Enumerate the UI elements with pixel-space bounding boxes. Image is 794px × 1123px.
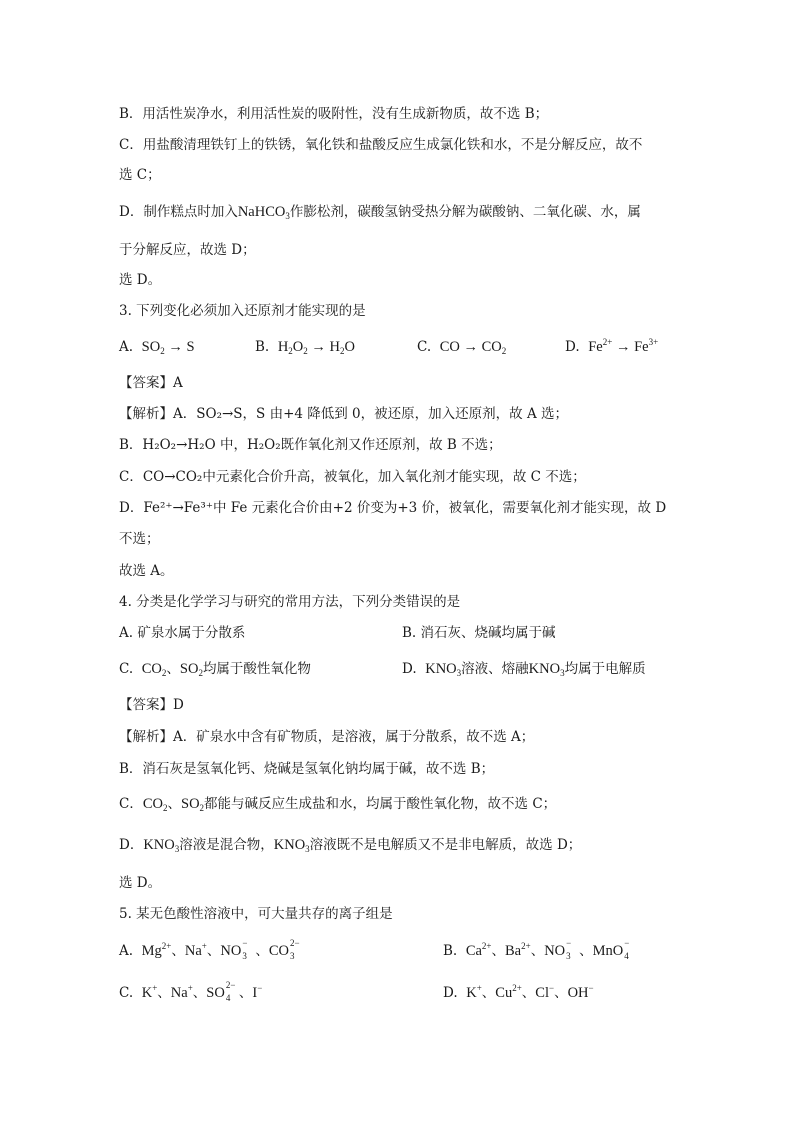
q3-option-d-formula: $Fe^{2+} \to Fe^{3+}$	[588, 337, 659, 355]
q4-explanation-a: 【解析】A．矿泉水中含有矿物质，是溶液，属于分散系，故不选 A；	[119, 729, 535, 745]
q4-answer: 【答案】D	[119, 697, 184, 713]
q5-option-a: A. $Mg^{2+}$、Na+、NO − 3 、CO 2− 3	[119, 938, 300, 961]
q4-option-d: D. $KNO_3$溶液、熔融$KNO_3$均属于电解质	[402, 661, 646, 678]
q4-explanation-c: C．$CO_2$、$SO_2$都能与碱反应生成盐和水，均属于酸性氧化物，故不选 C；	[119, 796, 557, 813]
q2-explanation-c-1: C．用盐酸清理铁钉上的铁锈，氧化铁和盐酸反应生成氯化铁和水，不是分解反应，故不	[119, 137, 643, 153]
q5-option-c: C. K+、Na+、SO 2− 4 、I−	[119, 980, 263, 1003]
q3-option-c: C. CO → $CO_2$	[417, 339, 507, 356]
q2-explanation-d-1: D．制作糕点时加入NaHCO$_3$作膨松剂，碳酸氢钠受热分解为碳酸钠、二氧化碳、水，属	[119, 204, 641, 221]
q5-option-b: B. $Ca^{2+}$、$Ba^{2+}$、NO − 3 、MnO − 4	[443, 938, 630, 961]
q3-explanation-d-1: D．Fe²⁺→Fe³⁺中 Fe 元素化合价由+2 价变为+3 价，被氧化，需要氧化剂才能实现，故 D	[119, 500, 667, 516]
q4-explanation-b: B．消石灰是氢氧化钙、烧碱是氢氧化钠均属于碱，故不选 B；	[119, 761, 495, 777]
q2-explanation-c-2: 选 C；	[119, 167, 161, 183]
formula-nahco3: NaHCO$_3$	[237, 204, 290, 221]
q3-answer: 【答案】A	[119, 375, 183, 391]
q3-explanation-d-2: 不选；	[119, 531, 160, 547]
q4-option-a: A. 矿泉水属于分散系	[119, 625, 246, 641]
q3-stem: 3. 下列变化必须加入还原剂才能实现的是	[119, 303, 366, 319]
q3-option-a: A. $SO_2 \to S$	[119, 339, 195, 356]
q3-option-b-formula: $H_2O_2 \to H_2O$	[277, 339, 355, 356]
q3-option-b: B. $H_2O_2 \to H_2O$	[255, 339, 355, 356]
q3-conclusion: 故选 A。	[119, 563, 174, 579]
q5-stem: 5. 某无色酸性溶液中，可大量共存的离子组是	[119, 906, 393, 922]
q3-option-a-formula: $SO_2 \to S$	[141, 339, 195, 356]
q3-explanation-a: 【解析】A．SO₂→S，S 由+4 降低到 0，被还原，加入还原剂，故 A 选；	[119, 406, 568, 422]
q4-stem: 4. 分类是化学学习与研究的常用方法，下列分类错误的是	[119, 594, 461, 610]
q4-option-c: C. $CO_2$、$SO_2$均属于酸性氧化物	[119, 661, 311, 678]
q4-explanation-d: D．$KNO_3$溶液是混合物，$KNO_3$溶液既不是电解质又不是非电解质，故选 D；	[119, 837, 582, 854]
q4-conclusion: 选 D。	[119, 875, 162, 891]
q2-explanation-d-2: 于分解反应，故选 D；	[119, 242, 256, 258]
q2-explanation-b: B．用活性炭净水，利用活性炭的吸附性，没有生成新物质，故不选 B；	[119, 106, 549, 122]
q3-explanation-b: B．H₂O₂→H₂O 中，H₂O₂既作氧化剂又作还原剂，故 B 不选；	[119, 437, 502, 453]
q3-option-c-formula: CO → $CO_2$	[439, 339, 507, 356]
q2-conclusion: 选 D。	[119, 272, 162, 288]
q3-option-d: D. $Fe^{2+} \to Fe^{3+}$	[565, 337, 659, 355]
q5-option-d: D. K+、$Cu^{2+}$、Cl−、OH−	[443, 983, 594, 1001]
q3-explanation-c: C．CO→CO₂中元素化合价升高，被氧化，加入氧化剂才能实现，故 C 不选；	[119, 469, 586, 485]
q4-option-b: B. 消石灰、烧碱均属于碱	[402, 625, 556, 641]
